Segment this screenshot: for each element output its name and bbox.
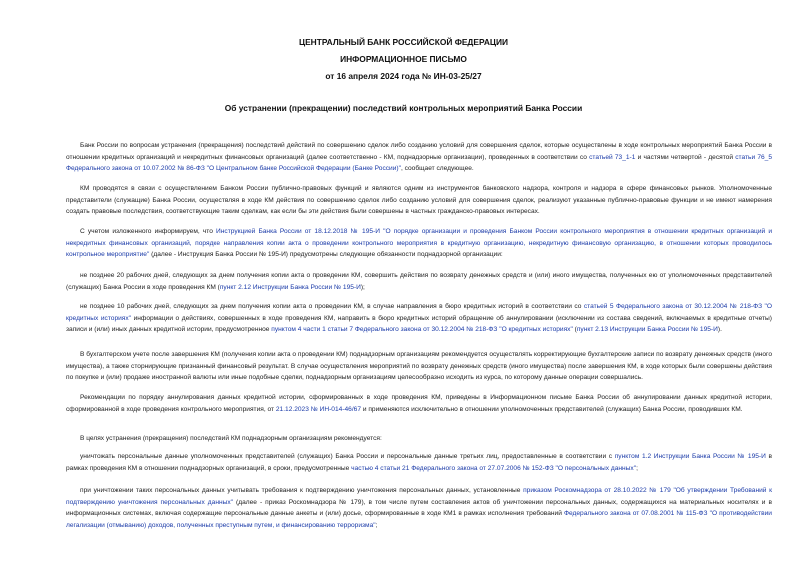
document-link[interactable]: Федерального закона от 07.08.2001 № 115-ФЗ "О противодействии легализации (отмыванию) доходов, полученных преступным путем, и финансированию терроризма" <box>66 510 772 529</box>
paragraph-text: (далее - Инструкция Банка России № 195-И) предусмотрены следующие обязанности поднадзорной организации: <box>149 251 503 259</box>
paragraph-text: не позднее 20 рабочих дней, следующих за днем получения копии акта о проведении КМ, совершить действия по возврату денежных средств и (или) иного имущества, полученных ею от уполномоченных представителей (служащих) Банка России в ходе проведения КМ ( <box>66 272 772 291</box>
paragraph-7 <box>66 392 772 415</box>
paragraph-text: ( <box>572 326 577 334</box>
paragraph-text: и частями четвертой - десятой <box>635 153 736 161</box>
paragraph-text: В бухгалтерском учете после завершения КМ (получения копии акта о проведении КМ) поднадзорным организациям рекомендуется осуществлять корректирующие бухгалтерские записи по возврату денежных средств (иного имущества), а также сторнирующие признанный финансовый результат. В случае осуществления мероприятий по возврату денежных средств (иного имущества) после завершения КМ, в ходе которых были совершены действия по покупке и (или) продаже иностранной валюты или иные подобные сделки, поднадзорным организациям целесообразно исходить из курса, по которому данные операции совершались. <box>66 351 772 382</box>
paragraph-1 <box>66 140 772 175</box>
document-subject: Об устранении (прекращении) последствий контрольных мероприятий Банка России <box>224 103 583 113</box>
document-link[interactable]: Инструкцией Банка России от 18.12.2018 № 195-И "О порядке организации и проведения Банком России контрольного мероприятия в отношении кредитных организаций и некредитных финансовых организаций, порядке направления копии акта о проведении контрольного мероприятия в кредитную организацию, некредитную финансовую организацию, в отношении которых проводилось контрольное мероприятие" <box>66 228 773 259</box>
paragraph-8 <box>66 433 772 445</box>
document-link[interactable]: 21.12.2023 № ИН-014-46/67 <box>275 405 361 413</box>
document-link[interactable]: пунктом 1.2 Инструкции Банка России № 195-И <box>614 453 766 460</box>
paragraph-text: ). <box>717 326 722 334</box>
paragraph-text: в рамках проведения КМ в отношении поднадзорных организаций, в сроки, предусмотренные <box>66 453 773 472</box>
paragraph-text: ); <box>360 283 365 291</box>
paragraph-6 <box>66 349 772 384</box>
paragraph-text: В целях устранения (прекращения) последствий КМ поднадзорным организациям рекомендуется: <box>80 435 382 442</box>
paragraph-2 <box>66 183 772 218</box>
paragraph-3 <box>66 226 772 261</box>
paragraph-10 <box>66 485 772 531</box>
document-link[interactable]: статьи 76_5 Федерального закона от 10.07.2002 № 86-ФЗ "О Центральном банке Российской Федерации (Банке России)" <box>66 153 772 173</box>
paragraph-text: при уничтожении таких персональных данных учитывать требования к подтверждению уничтожения персональных данных, установленные <box>80 487 524 494</box>
paragraph-text: уничтожать персональные данные уполномоченных представителей (служащих) Банка России и персональные данные третьих лиц, предоставленные в соответствии с <box>80 453 615 460</box>
paragraph-text: (далее - приказ Роскомнадзора № 179), в том числе путем составления актов об уничтожении персональных данных, содержащихся на материальных носителях и в информационных системах, включая содержащие персональные данные анкеты и (или) досье, сформированные в ходе КМ1 в рамках исполнения требований <box>66 498 772 518</box>
document-link[interactable]: приказом Роскомнадзора от 28.10.2022 № 179 "Об утверждении Требований к подтверждению уничтожения персональных данных" <box>66 487 772 506</box>
paragraph-text: КМ проводятся в связи с осуществлением Банком России публично-правовых функций и являются одним из инструментов банковского надзора, контроля и надзора в сфере финансовых рынков. Уполномоченные представители (служащие) Банка России, осуществляя в ходе КМ действия по совершению сделок либо созданию условий для совершения сделок, реализуют указанные публично-правовые функции и не имеют намерения создать правовые последствия, соответствующие таким сделкам, как если бы эти действия были совершены в частных гражданско-правовых интересах. <box>66 185 772 216</box>
paragraph-5 <box>66 301 772 336</box>
document-date-number: от 16 апреля 2024 года № ИН-03-25/27 <box>325 71 482 81</box>
paragraph-9 <box>66 451 772 474</box>
paragraph-text: С учетом изложенного информируем, что <box>80 228 217 235</box>
document-link[interactable]: статьей 73_1-1 <box>589 153 636 161</box>
document-type: ИНФОРМАЦИОННОЕ ПИСЬМО <box>340 54 467 64</box>
paragraph-text: ; <box>636 464 638 472</box>
paragraph-text: Рекомендации по порядку аннулирования данных кредитной истории, сформированных в ходе проведения КМ, приведены в Информационном письме Банка России об аннулировании данных кредитной истории, сформированной в ходе проведения контрольного мероприятия, от <box>66 394 772 413</box>
paragraph-text: ; <box>375 521 378 529</box>
document-link[interactable]: пунктом 4 части 1 статьи 7 Федерального закона от 30.12.2004 № 218-ФЗ "О кредитных историях" <box>271 326 573 334</box>
paragraph-text: , сообщает следующее. <box>400 165 474 173</box>
paragraph-text: Банк России по вопросам устранения (прекращения) последствий действий по совершению сделок либо созданию условий для совершения сделок, которые осуществлены в ходе контрольных мероприятий Банка России в отношении кредитных организаций и некредитных финансовых организаций (далее соответственно - КМ, поднадзорные организации), проведенных в соответствии со <box>66 142 772 161</box>
paragraph-4 <box>66 270 772 293</box>
paragraph-text: и применяются исключительно в отношении уполномоченных представителей (служащих) Банка России, проводивших КМ. <box>361 405 743 413</box>
paragraph-text: не позднее 10 рабочих дней, следующих за днем получения копии акта о проведении КМ, в случае направления в бюро кредитных историй в соответствии со <box>80 303 584 310</box>
document-link[interactable]: статьей 5 Федерального закона от 30.12.2004 № 218-ФЗ "О кредитных историях" <box>66 303 772 322</box>
document-link[interactable]: пункт 2.13 Инструкции Банка России № 195-И <box>576 326 718 334</box>
paragraph-text: информации о действиях, совершенных в ходе проведения КМ, направить в бюро кредитных историй обращение об аннулировании (исключении из состава сведений, включаемых в кредитные отчеты) записи и (или) иных данных кредитной истории, предусмотренное <box>66 314 772 334</box>
document-link[interactable]: пункт 2.12 Инструкции Банка России № 195-И <box>219 283 361 291</box>
document-link[interactable]: частью 4 статьи 21 Федерального закона от 27.07.2006 № 152-ФЗ "О персональных данных" <box>351 464 637 472</box>
org-title: ЦЕНТРАЛЬНЫЙ БАНК РОССИЙСКОЙ ФЕДЕРАЦИИ <box>298 37 509 47</box>
